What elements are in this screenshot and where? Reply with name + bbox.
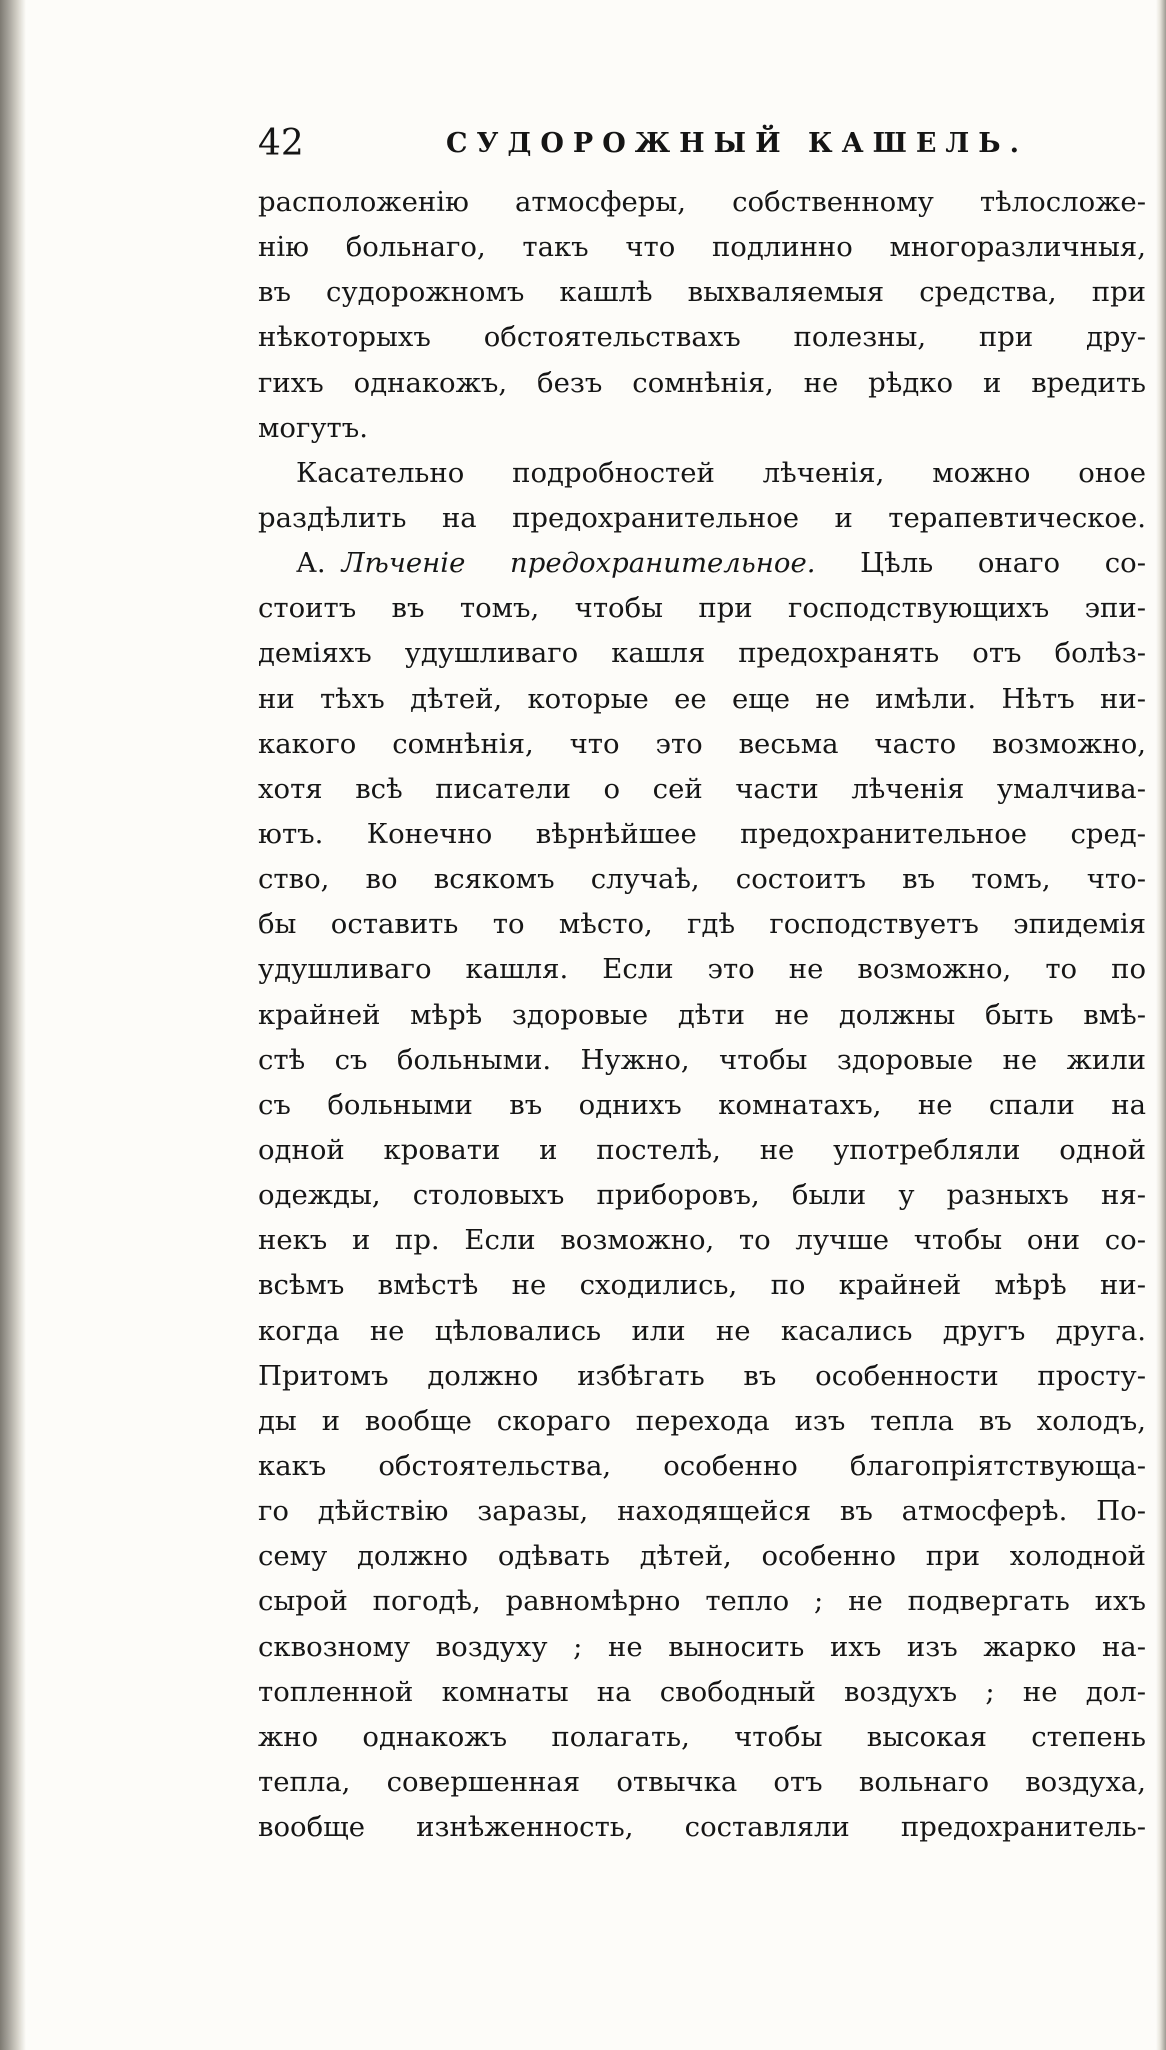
section-paragraph [258, 541, 1146, 1850]
text-line: ютъ. Конечно вѣрнѣйшее предохранительное сред- [258, 817, 1146, 850]
paragraph [258, 451, 1146, 541]
text-line: Касательно подробностей лѣченiя, можно оное [296, 456, 1146, 489]
page-edge-shadow [1156, 0, 1166, 2050]
section-heading: Лѣченiе предохранительное. [341, 547, 816, 580]
text-line: тепла, совершенная отвычка отъ вольнаго воздуха, [258, 1765, 1146, 1798]
text-line: одной кровати и постелѣ, не употребляли одной [258, 1133, 1146, 1166]
section-label: А. [296, 547, 326, 580]
text-line: вообще изнѣженность, составляли предохранитель- [258, 1811, 1146, 1844]
text-line: стоитъ въ томъ, чтобы при господствующихъ эпи- [258, 592, 1146, 625]
page-binding-shadow [0, 0, 26, 2050]
text-line: ство, во всякомъ случаѣ, состоитъ въ томъ, что- [258, 863, 1146, 896]
text-line: го дѣйствiю заразы, находящейся въ атмосферѣ. По- [258, 1495, 1146, 1528]
section-first-line [258, 541, 1146, 586]
text-line: какъ обстоятельства, особенно благопрiятствующа- [258, 1449, 1146, 1482]
text-line: демiяхъ удушливаго кашля предохранять отъ болѣз- [258, 637, 1146, 670]
text-line: жно однакожъ полагать, чтобы высокая степень [258, 1720, 1146, 1753]
text-line: когда не цѣловались или не касались другъ друга. [258, 1314, 1146, 1347]
text-line: некъ и пр. Если возможно, то лучше чтобы они со- [258, 1224, 1146, 1257]
page-number: 42 [258, 123, 304, 164]
text-line: раздѣлить на предохранительное и терапевтическое. [258, 501, 1146, 534]
text-line: Притомъ должно избѣгать въ особенности просту- [258, 1359, 1146, 1392]
text-line: могутъ. [258, 411, 368, 444]
text-line: топленной комнаты на свободный воздухъ ; не дол- [258, 1675, 1146, 1708]
body-text [258, 180, 1146, 1850]
text-line: ды и вообще скораго перехода изъ тепла въ холодъ, [258, 1404, 1146, 1437]
text-line: всѣмъ вмѣстѣ не сходились, по крайней мѣрѣ ни- [258, 1269, 1146, 1302]
section-first-line-text: Цѣль онаго со- [860, 547, 1147, 580]
text-line: одежды, столовыхъ приборовъ, были у разныхъ ня- [258, 1179, 1146, 1212]
text-line: расположенiю атмосферы, собственному тѣлосложе- [258, 186, 1146, 218]
text-line: сему должно одѣвать дѣтей, особенно при холодной [258, 1540, 1146, 1573]
text-line: нiю больнаго, такъ что подлинно многоразличныя, [258, 231, 1146, 264]
running-title: СУДОРОЖНЫЙ КАШЕЛЬ. [446, 128, 1028, 159]
text-line: бы оставить то мѣсто, гдѣ господствуетъ эпидемiя [258, 908, 1146, 941]
text-line: ни тѣхъ дѣтей, которые ее еще не имѣли. Нѣтъ ни- [258, 682, 1146, 715]
paragraph [258, 180, 1146, 451]
text-line: въ судорожномъ кашлѣ выхваляемыя средства, при [258, 276, 1146, 309]
text-line: хотя всѣ писатели о сей части лѣченiя умалчива- [258, 772, 1146, 805]
text-line: съ больными въ однихъ комнатахъ, не спали на [258, 1088, 1146, 1121]
text-line: какого сомнѣнiя, что это весьма часто возможно, [258, 727, 1146, 760]
text-line: сквозному воздуху ; не выносить ихъ изъ жарко на- [258, 1630, 1146, 1663]
text-line: крайней мѣрѣ здоровые дѣти не должны быть вмѣ- [258, 998, 1146, 1031]
text-line: стѣ съ больными. Нужно, чтобы здоровые не жили [258, 1043, 1146, 1076]
text-line: гихъ однакожъ, безъ сомнѣнiя, не рѣдко и вредить [258, 366, 1146, 399]
running-head [258, 120, 1028, 168]
text-line: сырой погодѣ, равномѣрно тепло ; не подвергать ихъ [258, 1585, 1146, 1618]
text-line: нѣкоторыхъ обстоятельствахъ полезны, при дру- [258, 321, 1146, 354]
text-line: удушливаго кашля. Если это не возможно, то по [258, 953, 1146, 986]
